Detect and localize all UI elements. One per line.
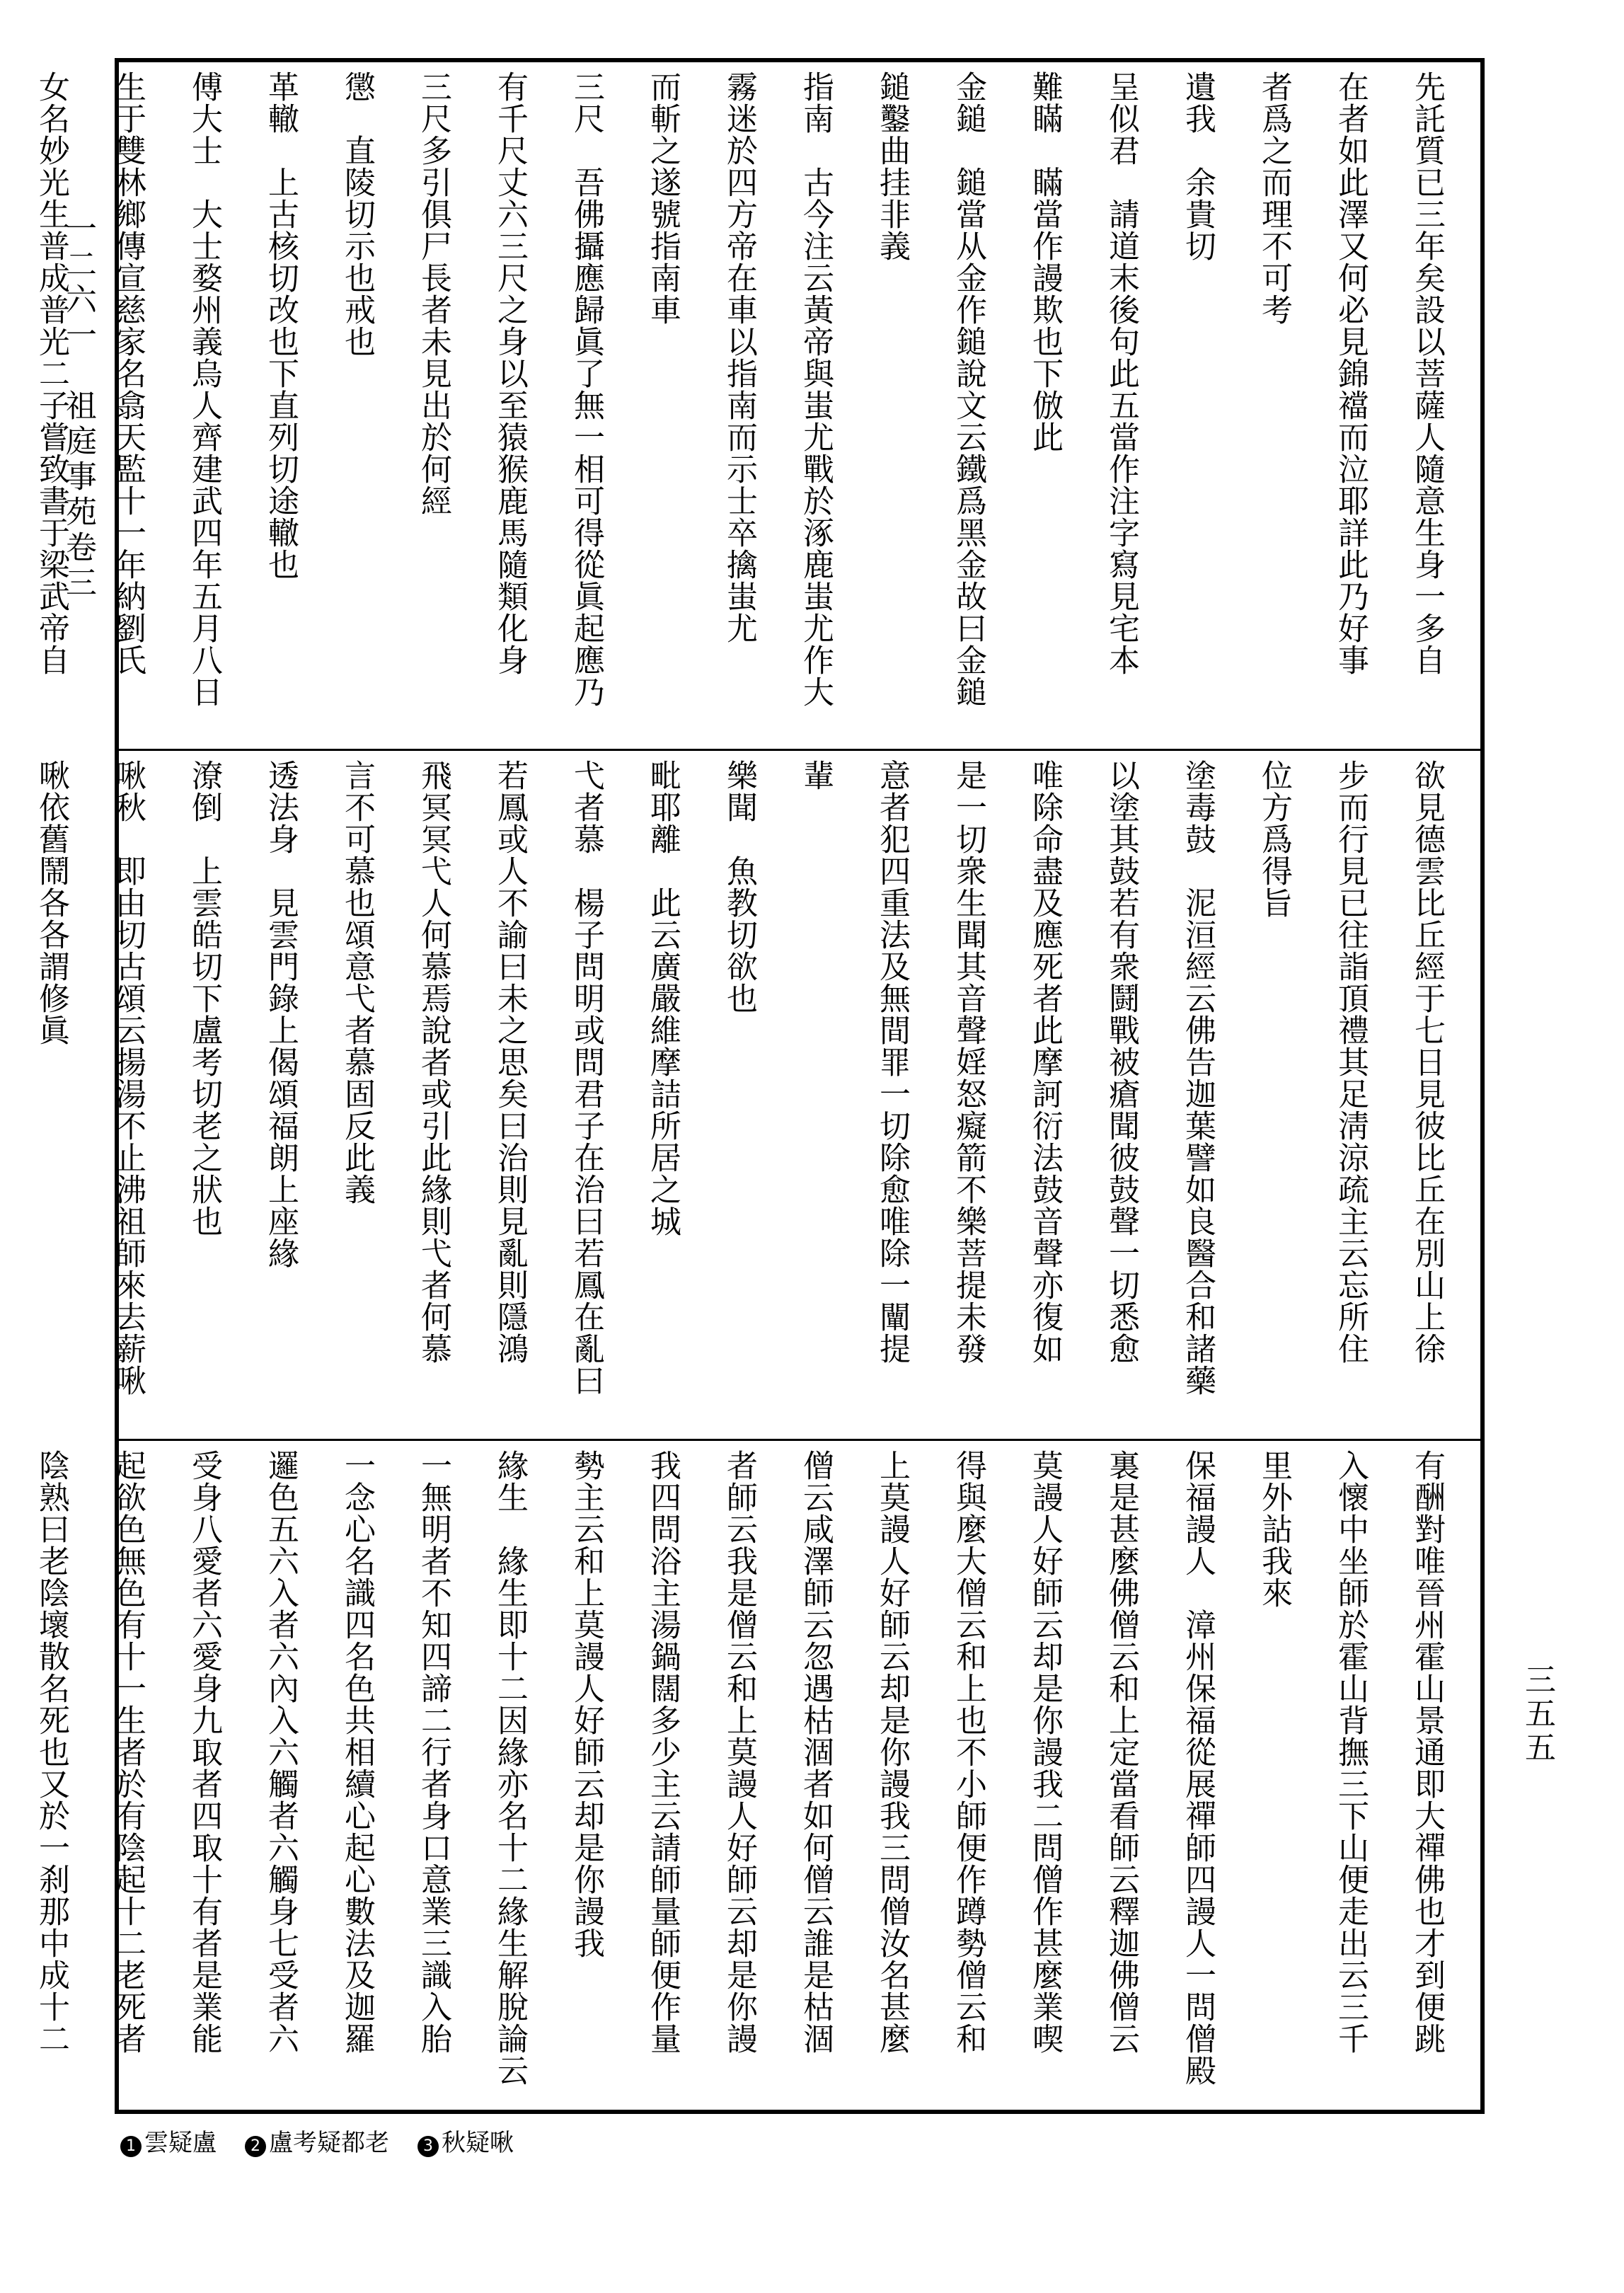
footnote-mark: 2 [245,2136,266,2157]
text-column: 樂聞 魚教切欲也 [721,759,757,1014]
text-column: 霧迷於四方帝在車以指南而示士卒擒蚩尤 [721,71,757,644]
text-column: 三尺 吾佛攝應歸眞了無一相可得從眞起應乃 [568,71,604,708]
text-column: 有千尺丈六三尺之身以至猿猴鹿馬隨類化身 [492,71,528,676]
text-column: 而斬之遂號指南車 [645,71,681,326]
text-column: 是一切衆生聞其音聲婬怒癡箭不樂菩提未發 [950,759,986,1364]
text-column: 里外詀我來 [1256,1449,1292,1609]
text-column: 我四問浴主湯鍋闊多少主云請師量師便作量 [645,1449,681,2054]
text-column: 意者犯四重法及無間罪一切除愈唯除一闡提 [874,759,910,1364]
text-column: 金鎚 鎚當从金作鎚說文云鐵爲黑金故曰金鎚 [950,71,986,708]
footnote-mark: 1 [120,2136,142,2157]
text-column: 難瞞 瞞當作謾欺也下倣此 [1027,71,1063,453]
text-column: 上莫謾人好師云却是你謾我三問僧汝名甚麼 [874,1449,910,2054]
text-column: 塗毒鼓 泥洹經云佛告迦葉譬如良醫合和諸藥 [1180,759,1216,1396]
text-column: 緣生 緣生即十二因緣亦名十二緣生解脫論云 [492,1449,528,2086]
text-column: 指南 古今注云黃帝與蚩尤戰於涿鹿蚩尤作大 [797,71,834,708]
text-column: 僧云咸澤師云忽遇枯涸者如何僧云誰是枯涸 [797,1449,834,2054]
text-column: 陰熟曰老陰壞散名死也又於一刹那中成十二 [33,1449,69,2054]
text-column: 一念心名識四名色共相續心起心數法及迦羅 [339,1449,375,2054]
text-column: 邏色五六入者六內入六觸者六觸身七受者六 [263,1449,299,2054]
text-column: 得與麼大僧云和上也不小師便作蹲勢僧云和 [950,1449,986,2054]
text-column: 有酬對唯晉州霍山景通即大禪佛也才到便跳 [1409,1449,1445,2054]
text-column: 懲 直陵切示也戒也 [339,71,375,357]
text-column: 啾秋 即由切古頌云揚湯不止沸祖師來去薪啾 [110,759,146,1396]
text-column: 起欲色無色有十一生者於有陰起十二老死者 [110,1449,146,2054]
footnote-text: 秋疑啾 [442,2129,514,2157]
text-column [0,71,13,742]
text-column: 飛冥冥弋人何慕焉說者或引此緣則弋者何慕 [415,759,451,1364]
running-header: 一二六一 祖庭事苑卷三 [60,212,96,602]
text-column: 莫謾人好師云却是你謾我二問僧作甚麼業喫 [1027,1449,1063,2054]
text-column: 唯除命盡及應死者此摩訶衍法鼓音聲亦復如 [1027,759,1063,1364]
text-column: 弋者慕 楊子問明或問君子在治曰若鳳在亂曰 [568,759,604,1396]
text-column: 啾依舊鬧各各謂修眞 [33,759,69,1046]
text-column: 步而行見已往詣頂禮其足淸涼疏主云忘所住 [1332,759,1369,1364]
footnote-mark: 3 [417,2136,439,2157]
text-column: 位方爲得旨 [1256,759,1292,919]
text-column: 輩 [797,759,834,791]
footnote [417,2123,514,2158]
text-column: 言不可慕也頌意弋者慕固反此義 [339,759,375,1205]
text-column: 生于雙林鄉傳宣慈家名翕天監十一年納劉氏 [110,71,146,676]
page-number: 三五五 [1519,1663,1555,1765]
footnote [120,2123,217,2158]
text-column: 呈似君 請道末後句此五當作注字寫見宅本 [1103,71,1139,676]
footnote-text: 盧考疑都老 [269,2129,389,2157]
text-column: 若鳳或人不諭曰未之思矣曰治則見亂則隱鴻 [492,759,528,1364]
text-column: 透法身 見雲門錄上偈頌福朗上座緣 [263,759,299,1269]
text-column: 遺我 余貴切 [1180,71,1216,262]
register-divider [119,749,1480,751]
footnote-text: 雲疑盧 [144,2129,217,2157]
text-column: 革轍 上古核切改也下直列切途轍也 [263,71,299,580]
text-column [0,759,13,1430]
text-column: 先託質已三年矣設以菩薩人隨意生身一多自 [1409,71,1445,676]
text-column: 在者如此澤又何必見錦襠而泣耶詳此乃好事 [1332,71,1369,676]
register-divider [119,1439,1480,1441]
text-column: 欲見德雲比丘經于七日見彼比丘在別山上徐 [1409,759,1445,1364]
text-column: 以塗其鼓若有衆鬪戰被瘡聞彼鼓聲一切悉愈 [1103,759,1139,1364]
text-column: 女名妙光生普成普光二子嘗致書于梁武帝自 [33,71,69,676]
text-column: 毗耶離 此云廣嚴維摩詰所居之城 [645,759,681,1237]
text-column: 保福謾人 漳州保福從展禪師四謾人一問僧殿 [1180,1449,1216,2086]
middle-register-text [33,759,1465,1430]
lower-register [33,1449,1465,2104]
text-column: 者師云我是僧云和上莫謾人好師云却是你謾 [721,1449,757,2054]
text-column: 一無明者不知四諦二行者身口意業三識入胎 [415,1449,451,2054]
text-column: 傅大士 大士婺州義烏人齊建武四年五月八日 [186,71,222,708]
text-column: 三尺多引俱尸長者未見出於何經 [415,71,451,517]
text-column: 潦倒 上雲皓切下盧考切老之狀也 [186,759,222,1237]
text-column: 裏是甚麼佛僧云和上定當看師云釋迦佛僧云 [1103,1449,1139,2054]
middle-register [33,759,1465,1430]
footnote [245,2123,389,2158]
text-column: 鎚鑿曲挂非義 [874,71,910,262]
text-column [0,1449,13,2104]
text-column: 入懷中坐師於霍山背撫三下山便走出云三千 [1332,1449,1369,2054]
text-column: 勢主云和上莫謾人好師云却是你謾我 [568,1449,604,1959]
lower-register-text [33,1449,1465,2104]
text-column: 者爲之而理不可考 [1256,71,1292,326]
footnotes [120,2123,514,2158]
text-column: 受身八愛者六愛身九取者四取十有者是業能 [186,1449,222,2054]
